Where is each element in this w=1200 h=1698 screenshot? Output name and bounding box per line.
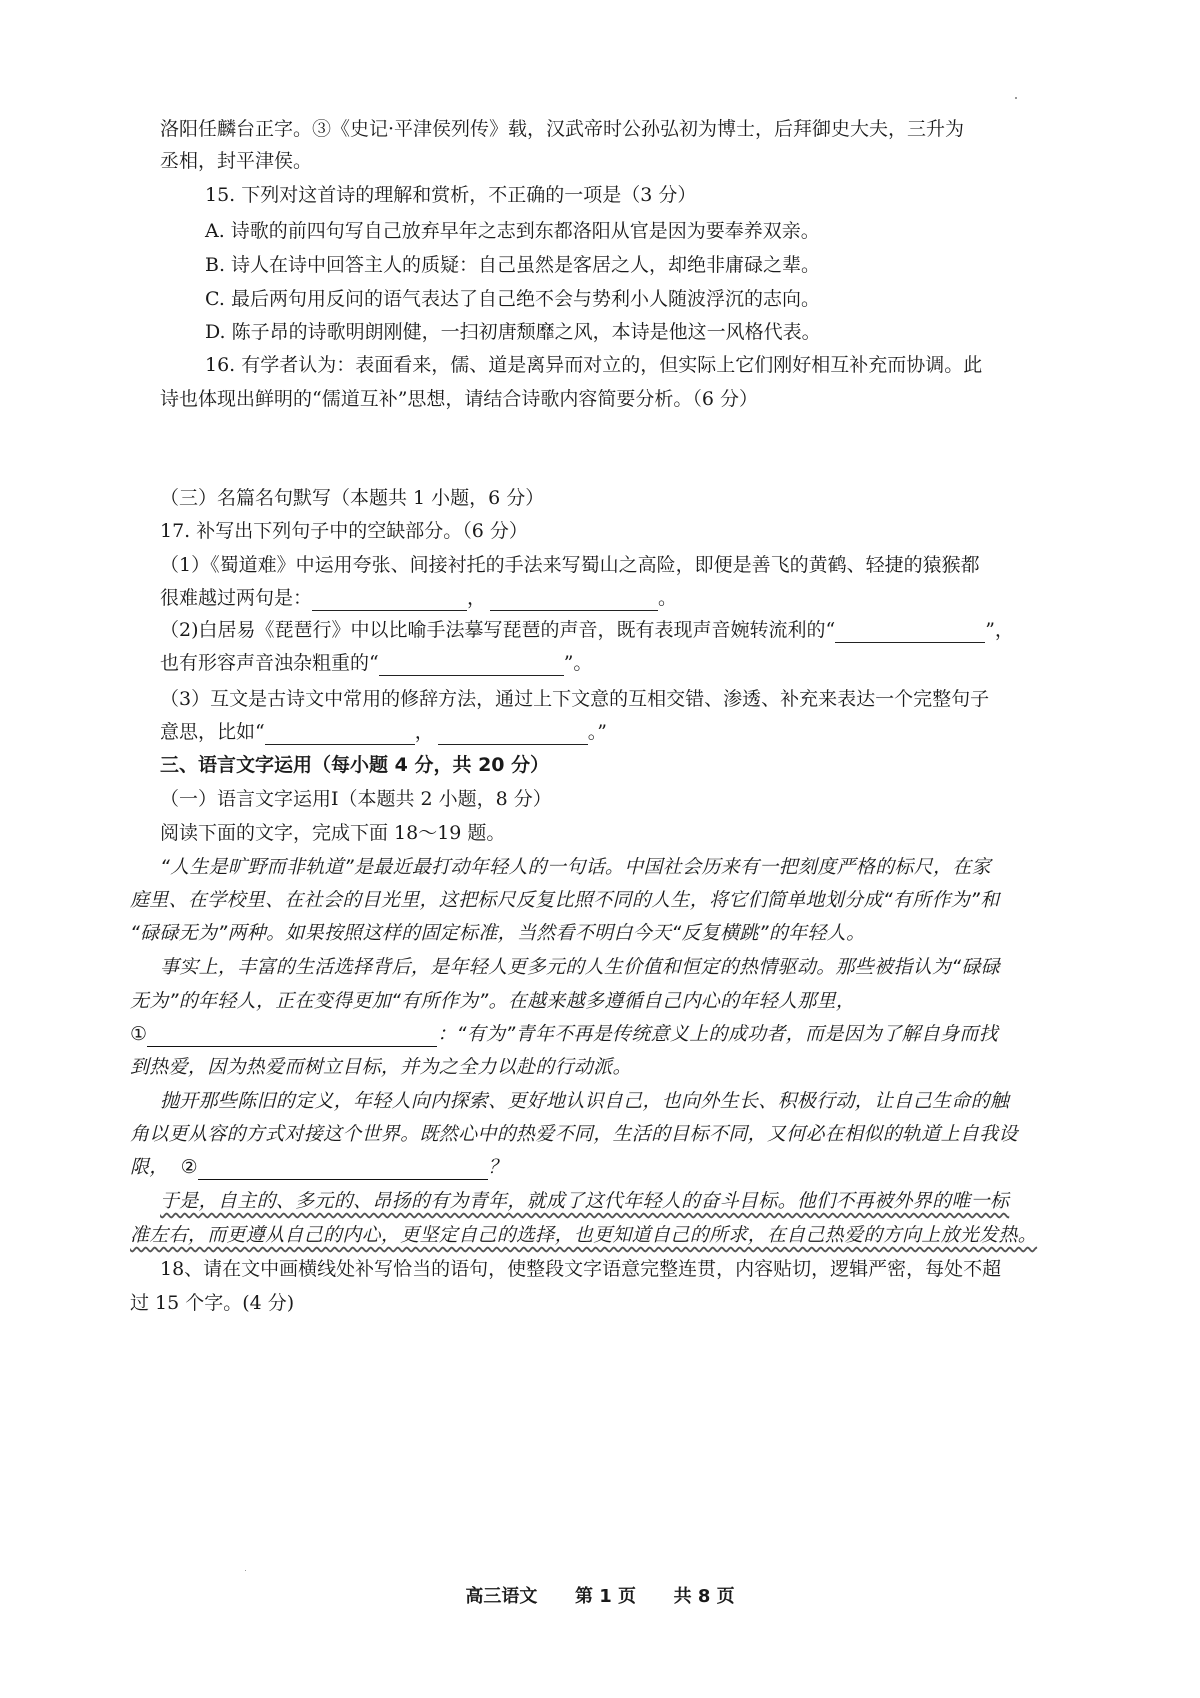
question-17-3-line-1: （3）互文是古诗文中常用的修辞方法，通过上下文意的互相交错、渗透、补充来表达一个完整句子	[160, 688, 990, 710]
scan-speck	[1015, 97, 1017, 99]
part-3-subheading: （一）语言文字运用Ⅰ（本题共 2 小题，8 分）	[160, 788, 552, 810]
prompt-text: （2)白居易《琵琶行》中以比喻手法摹写琵琶的声音，既有表现声音婉转流利的“	[160, 619, 836, 641]
question-17-1-line-2	[160, 585, 677, 611]
prompt-text: 也有形容声音浊杂粗重的“	[160, 652, 379, 674]
section-heading-3: （三）名篇名句默写（本题共 1 小题，6 分）	[160, 487, 545, 509]
answer-blank[interactable]	[379, 655, 564, 676]
option-15a: A. 诗歌的前四句写自己放弃早年之志到东都洛阳从官是因为要奉养双亲。	[205, 220, 820, 242]
passage-p1-line-3: “碌碌无为”两种。如果按照这样的固定标准，当然看不明白今天“反复横跳”的年轻人。	[130, 922, 866, 944]
question-16-line-1: 16. 有学者认为：表面看来，儒、道是离异而对立的，但实际上它们刚好相互补充而协调。此	[205, 354, 983, 376]
answer-blank[interactable]	[438, 724, 588, 745]
passage-p1-line-1: “人生是旷野而非轨道”是最近最打动年轻人的一句话。中国社会历来有一把刻度严格的标尺，在家	[160, 856, 991, 878]
answer-blank[interactable]	[835, 622, 985, 643]
page-footer	[0, 1582, 1200, 1608]
prompt-text: 意思，比如“	[160, 721, 265, 743]
passage-p3-line-2: 角以更从容的方式对接这个世界。既然心中的热爱不同，生活的目标不同，又何必在相似的轨道上自我设	[130, 1123, 1018, 1145]
question-17-1-line-1: （1）《蜀道难》中运用夸张、间接衬托的手法来写蜀山之高险，即便是善飞的黄鹤、轻捷的猿猴都	[160, 554, 980, 576]
footer-subject: 高三语文	[465, 1586, 538, 1607]
punct: ，	[414, 721, 434, 743]
wavy-underlined-text: 准左右，而更遵从自己的内心，更坚定自己的选择，也更知道自己的所求，在自己热爱的方向上放光发热。	[130, 1224, 1038, 1246]
passage-p4-line-1	[160, 1188, 1009, 1214]
question-18-line-1: 18、请在文中画横线处补写恰当的语句，使整段文字语意完整连贯，内容贴切，逻辑严密，每处不超	[160, 1258, 1002, 1280]
fill-blank-2[interactable]	[198, 1159, 488, 1180]
punct: 。	[658, 587, 678, 609]
passage-p2-line-3	[130, 1021, 998, 1047]
answer-blank[interactable]	[265, 724, 415, 745]
question-18-line-2: 过 15 个字。(4 分)	[130, 1292, 295, 1314]
passage-p4-line-2	[130, 1222, 1037, 1248]
option-15c: C. 最后两句用反问的语气表达了自己绝不会与势利小人随波浮沉的志向。	[205, 288, 820, 310]
passage-text: ：“有为”青年不再是传统意义上的成功者，而是因为了解自身而找	[437, 1023, 999, 1045]
passage-p2-line-4: 到热爱，因为热爱而树立目标，并为之全力以赴的行动派。	[130, 1056, 632, 1078]
part-3-heading: 三、语言文字运用（每小题 4 分，共 20 分）	[160, 754, 550, 776]
passage-text: 限，	[130, 1156, 169, 1178]
passage-p3-line-1: 抛开那些陈旧的定义，年轻人向内探索、更好地认识自己，也向外生长、积极行动，让自己生命的触	[160, 1090, 1010, 1112]
passage-p1-line-2: 庭里、在学校里、在社会的目光里，这把标尺反复比照不同的人生，将它们简单地划分成“有所作为”和	[130, 889, 1000, 911]
option-15b: B. 诗人在诗中回答主人的质疑：自己虽然是客居之人，却绝非庸碌之辈。	[205, 254, 821, 276]
footer-total-pages: 共 8 页	[673, 1586, 735, 1607]
option-15d: D. 陈子昂的诗歌明朗刚健，一扫初唐颓靡之风，本诗是他这一风格代表。	[205, 321, 821, 343]
question-16-line-2: 诗也体现出鲜明的“儒道互补”思想，请结合诗歌内容简要分析。（6 分）	[160, 388, 759, 410]
punct: ”，	[985, 619, 1014, 641]
punct: ”。	[563, 652, 593, 674]
punct: ？	[487, 1156, 508, 1178]
fill-blank-1[interactable]	[147, 1026, 437, 1047]
blank-marker-1: ①	[130, 1023, 148, 1045]
passage-p3-line-3	[130, 1154, 507, 1180]
note-line-1: 洛阳任麟台正字。③《史记·平津侯列传》载，汉武帝时公孙弘初为博士，后拜御史大夫，三升为	[160, 118, 965, 140]
reading-instruction: 阅读下面的文字，完成下面 18～19 题。	[160, 822, 506, 844]
question-15: 15. 下列对这首诗的理解和赏析，不正确的一项是（3 分）	[205, 184, 697, 206]
wavy-underlined-text: 于是，自主的、多元的、昂扬的有为青年，就成了这代年轻人的奋斗目标。他们不再被外界的唯一标	[160, 1190, 1010, 1212]
punct: ，	[467, 587, 487, 609]
question-17-2-line-2	[160, 650, 592, 676]
answer-blank[interactable]	[490, 590, 658, 611]
passage-p2-line-2: 无为”的年轻人，正在变得更加“有所作为”。在越来越多遵循自己内心的年轻人那里，	[130, 990, 856, 1012]
passage-p2-line-1: 事实上，丰富的生活选择背后，是年轻人更多元的人生价值和恒定的热情驱动。那些被指认为“碌碌	[160, 956, 1001, 978]
question-17-3-line-2	[160, 719, 607, 745]
footer-page-number: 第 1 页	[574, 1586, 636, 1607]
prompt-text: 很难越过两句是：	[160, 587, 313, 609]
scan-speck	[245, 1570, 246, 1571]
question-17-2-line-1	[160, 617, 1014, 643]
punct: 。”	[587, 721, 607, 743]
answer-blank[interactable]	[312, 590, 467, 611]
note-line-2: 丞相，封平津侯。	[160, 150, 313, 172]
blank-marker-2: ②	[180, 1156, 198, 1178]
question-17: 17. 补写出下列句子中的空缺部分。（6 分）	[160, 520, 528, 542]
